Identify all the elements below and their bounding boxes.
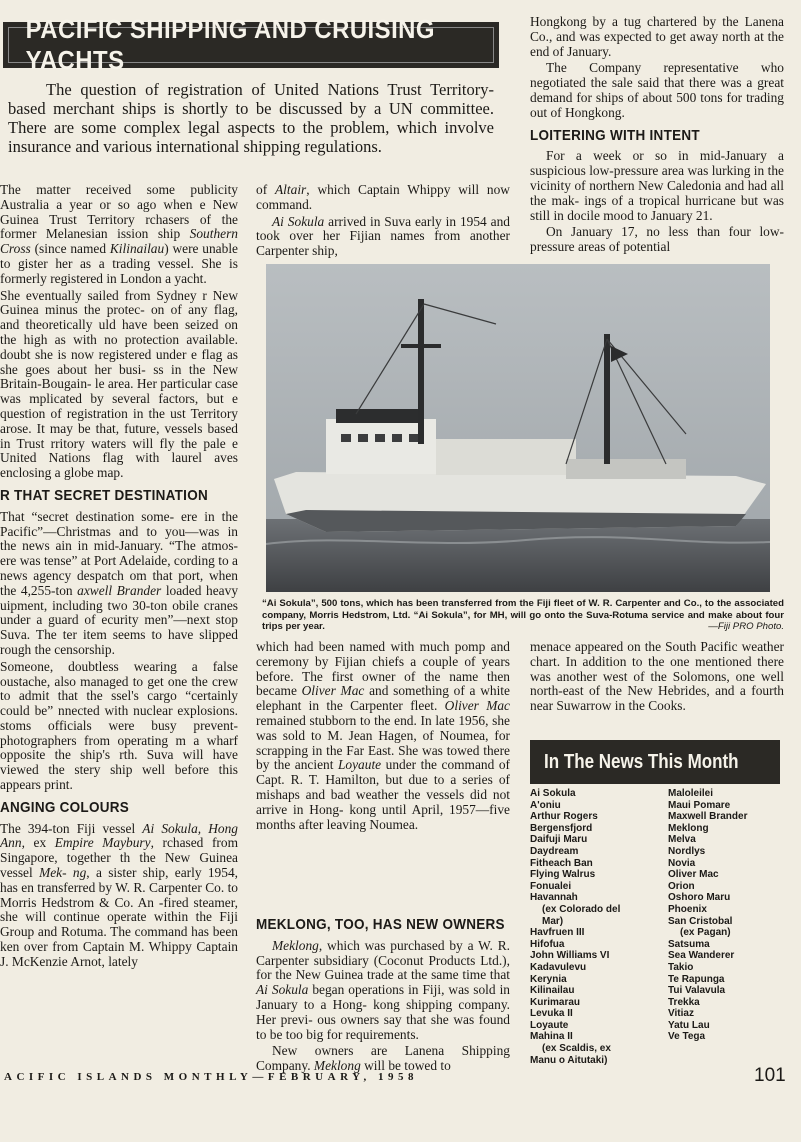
news-list-item: Havfruen III xyxy=(530,927,585,939)
ship-name: axwell Brander xyxy=(77,582,162,598)
caption-text: “Ai Sokula”, 500 tons, which has been transferred from the Fiji fleet of W. R. Carpenter and Co., to the associated company, Morris Hedstrom, Ltd. “Ai Sokula”, for MH, will go onto the Suva-Rotuma service and make about four trips per year. xyxy=(262,598,784,632)
news-list-right xyxy=(668,788,788,1043)
news-list-item: Vitiaz xyxy=(668,1008,694,1020)
news-list-item: Arthur Rogers xyxy=(530,811,598,823)
news-list-left xyxy=(530,788,660,1066)
ship-photo xyxy=(266,264,770,592)
news-list-item: Ve Tega xyxy=(668,1031,706,1043)
ship-name: Oliver Mac xyxy=(444,698,510,714)
news-box-title: In The News This Month xyxy=(544,750,739,773)
col3-paragraph: menace appeared on the South Pacific weather chart. In addition to the one mentioned there was another west of the Solomons, one well north-east of the New Hebrides, and a fourth near Suwarrow in the Cooks. xyxy=(530,639,784,714)
photo-credit: —Fiji PRO Photo. xyxy=(708,621,784,632)
ship-name: Ai Sokula xyxy=(256,982,309,998)
news-list-item: Kadavulevu xyxy=(530,961,587,973)
ship-name: Mek- ng xyxy=(39,865,87,881)
news-list-item: (ex Colorado del xyxy=(542,903,621,915)
news-list-item: Kurimarau xyxy=(530,996,581,1008)
col2-paragraph: which had been named with much pomp and ceremony by Fijian chiefs a couple of years before. The first owner of the name then became Oliver Mac and something of a white elephant in the Carpenter fleet. Oliver Mac remained stubborn to the end. In late 1956, she was sold to M. Jean Hagen, of Noumea, for scrapping in the Far East. She was towed there by the ancient Loyaute under the command of Capt. R. T. Hamilton, but due to a series of mishaps and bad weather the vessels did not arrive in Hong- kong until April, 1957—five months after leaving Noumea. xyxy=(256,639,510,832)
news-list-item: Yatu Lau xyxy=(668,1019,710,1031)
col1-paragraph: The matter received some publicity Australia a year or so ago when e New Guinea Trust Territory rchasers of the former Melanesian ission ship Southern Cross (since named Kilinailau) were unable to gister her as a trading vessel. She is formerly registered in London a yacht. xyxy=(0,182,238,286)
col2-paragraph: Ai Sokula arrived in Suva early in 1954 and took over her Fijian names from another Carpenter ship, xyxy=(256,213,510,259)
column-1 xyxy=(0,183,238,972)
col3-paragraph: The Company representative who negotiated the sale said that there was a great demand for ships of about 500 tons for trading out of Hongkong. xyxy=(530,60,784,120)
ship-name: Loyaute xyxy=(337,757,382,773)
news-list-item: (ex Pagan) xyxy=(680,927,731,939)
ship-name: Empire Maybury xyxy=(54,835,151,851)
ship-name: Southern Cross xyxy=(0,226,238,257)
news-list-item: Fitheach Ban xyxy=(530,857,593,869)
col3-paragraph: On January 17, no less than four low-pressure areas of potential xyxy=(530,224,784,255)
news-list-item: Loyaute xyxy=(530,1019,569,1031)
news-list-item: San Cristobal xyxy=(668,915,733,927)
photo-caption xyxy=(262,598,784,633)
page-number: 101 xyxy=(754,1065,786,1086)
news-list-item: Maui Pomare xyxy=(668,799,731,811)
col2-paragraph: of Altair, which Captain Whippy will now command. xyxy=(256,182,510,212)
column-2-bottom xyxy=(256,910,510,1076)
intro-paragraph xyxy=(8,80,494,156)
section-heading: R THAT SECRET DESTINATION xyxy=(0,486,208,504)
banner-title: PACIFIC SHIPPING AND CRUISING YACHTS xyxy=(25,14,435,75)
news-list-item: A'oniu xyxy=(530,799,561,811)
column-3-top xyxy=(530,15,784,257)
news-list-item: Oshoro Maru xyxy=(668,892,731,904)
news-list-item: Havannah xyxy=(530,892,578,904)
ship-illustration xyxy=(266,264,770,592)
news-list-item: Phoenix xyxy=(668,903,707,915)
news-list-item: Tui Valavula xyxy=(668,985,726,997)
news-list-item: Melva xyxy=(668,834,696,846)
column-3-middle xyxy=(530,640,784,716)
section-heading: LOITERING WITH INTENT xyxy=(530,126,700,144)
col1-paragraph: The 394-ton Fiji vessel Ai Sokula, Hong Ann, ex Empire Maybury, rchased from Singapore, together th the New Guinea vessel Mek- ng, a sister ship, early 1954, has en transferred by W. R. Carpenter Co. to Morris Hedstrom & Co. An -fired steamer, she will continue operate within the Fiji Group and Rotuma. The command has been ken over from Captain M. Whippy Captain J. McKenzie Arnot, lately xyxy=(0,820,238,969)
news-list-item: Meklong xyxy=(668,822,709,834)
news-list-item: Kilinailau xyxy=(530,985,575,997)
ship-name: Ai Sokula xyxy=(272,213,325,229)
news-list-item: Fonualei xyxy=(530,880,572,892)
news-list-item: Ai Sokula xyxy=(530,788,576,799)
news-list-item: Oliver Mac xyxy=(668,869,719,881)
news-list-item: Mahina II xyxy=(530,1031,573,1043)
news-list-item: Daifuji Maru xyxy=(530,834,588,846)
news-list-item: Bergensfjord xyxy=(530,822,593,834)
ship-name: Kilinailau xyxy=(109,241,165,257)
column-2-top xyxy=(256,183,510,261)
col1-paragraph: Someone, doubtless wearing a false oustache, also managed to get one the crew to admit that the ssel's cargo “certainly could be” nnected with nuclear explosions. stoms officials were busy prevent- photographers from operating m a wharf opposite the ship's rth. Suva will have viewed the stery ship well before this appears print. xyxy=(0,658,238,793)
news-list-item: Kerynia xyxy=(530,973,567,985)
news-list-item: Satsuma xyxy=(668,938,710,950)
news-list-item: Mar) xyxy=(542,915,564,927)
news-list-item: Nordlys xyxy=(668,845,706,857)
news-list-item: Manu o Aitutaki) xyxy=(530,1054,608,1066)
news-list-item: Trekka xyxy=(668,996,700,1008)
col1-paragraph: That “secret destination some- ere in the Pacific”—Christmas and to you—was in the news ain in mid-January. “The atmos- ere was tense” at Port Adelaide, cording to a news agency despatch om that port, when the 4,255-ton axwell Brander loaded heavy uipment, including two 30-ton obile cranes under a guard of ecurity men”—next stop Suva. The ter item seems to have slipped rough the censorship. xyxy=(0,508,239,657)
news-list-item: Te Rapunga xyxy=(668,973,725,985)
news-list-item: Flying Walrus xyxy=(530,869,596,881)
news-list-item: (ex Scaldis, ex xyxy=(542,1043,611,1055)
col3-paragraph: Hongkong by a tug chartered by the Lanena Co., and was expected to get away north at the end of January. xyxy=(530,14,784,59)
ship-name: Meklong xyxy=(272,937,319,953)
col2-paragraph: Meklong, which was purchased by a W. R. Carpenter subsidiary (Coconut Products Ltd.), for the New Guinea trade at the same time that Ai Sokula began operations in Fiji, was sold in January to a Hong- kong shipping company. Her previ- ous owners say that she was found to be too big for requirements. xyxy=(256,937,510,1042)
column-2-middle xyxy=(256,640,510,834)
page-footer: ACIFIC ISLANDS MONTHLY—FEBRUARY, 1958 xyxy=(4,1071,419,1083)
news-list-item: Orion xyxy=(668,880,695,892)
news-list-item: Hifofua xyxy=(530,938,565,950)
section-banner xyxy=(3,14,499,75)
col3-paragraph: For a week or so in mid-January a suspicious low-pressure area was lurking in the vicinity of northern New Caledonia and had all the mak- ings of a tropical hurricane but was still in docile mood to January 21. xyxy=(530,148,784,223)
ship-name: Oliver Mac xyxy=(301,683,365,699)
news-list-item: Maxwell Brander xyxy=(668,811,748,823)
col1-paragraph: She eventually sailed from Sydney r New Guinea minus the protec- on of any flag, and theoretically uld have been seized on the high as with no protection available. doubt she is now registered under e flag as she goes about her busi- ss in the New Britain-Bougain- le area. Her particular case was mplicated by several factors, but e question of registration in the ust Territory arose. It may be that, future, vessels based in Trust rritory waters will fly the pale e United Nations flag with laurel aves enclosing a globe map. xyxy=(0,287,238,481)
ship-name: Altair xyxy=(275,182,307,197)
intro-text: The question of registration of United Nations Trust Territory-based merchant ships is shortly to be discussed by a UN committee. There are some complex legal aspects to the problem, which involve insurance and various international shipping regulations. xyxy=(8,80,494,156)
news-list-item: Levuka II xyxy=(530,1008,573,1020)
col2-paragraph: New owners are Lanena Shipping Company. Meklong will be towed to xyxy=(256,1043,510,1074)
news-list-item: John Williams VI xyxy=(530,950,610,962)
section-heading: ANGING COLOURS xyxy=(0,798,130,816)
news-list-item: Maloleilei xyxy=(668,788,714,799)
ship-name: Meklong xyxy=(313,1058,361,1074)
news-list-item: Daydream xyxy=(530,845,579,857)
news-list-item: Novia xyxy=(668,857,696,869)
news-list-item: Takio xyxy=(668,961,694,973)
news-list-item: Sea Wanderer xyxy=(668,950,735,962)
section-heading: MEKLONG, TOO, HAS NEW OWNERS xyxy=(256,916,505,933)
ship-name: Ai Sokula, Hong Ann xyxy=(0,820,238,851)
news-box-header xyxy=(530,740,780,784)
